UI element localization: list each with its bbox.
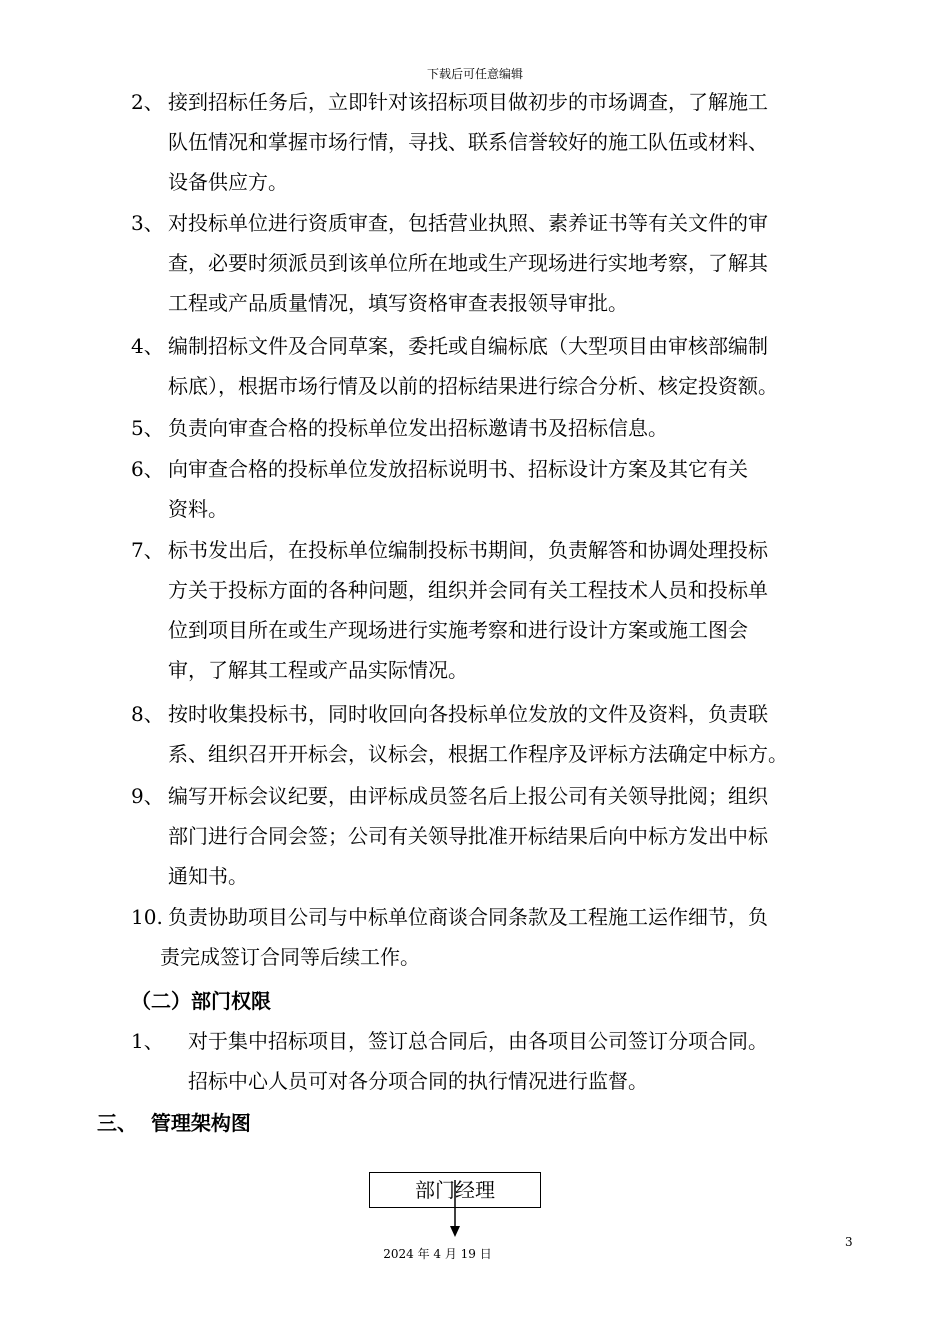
list-item-line: 队伍情况和掌握市场行情，寻找、联系信誉较好的施工队伍或材料、 — [168, 130, 768, 154]
list-item-line: 通知书。 — [168, 864, 248, 888]
list-item-line: 负责协助项目公司与中标单位商谈合同条款及工程施工运作细节，负 — [168, 905, 768, 929]
list-item-line: 方关于投标方面的各种问题，组织并会同有关工程技术人员和投标单 — [168, 578, 768, 602]
list-item-line: 招标中心人员可对各分项合同的执行情况进行监督。 — [188, 1069, 648, 1093]
list-item-line: 负责向审查合格的投标单位发出招标邀请书及招标信息。 — [168, 416, 668, 440]
list-item-number: 10. — [131, 905, 163, 929]
list-item-number: 8、 — [131, 702, 164, 726]
list-item-line: 编制招标文件及合同草案，委托或自编标底（大型项目由审核部编制 — [168, 334, 768, 358]
page-footer-date: 2024 年 4 月 19 日 — [383, 1247, 492, 1261]
list-item-number: 2、 — [131, 90, 164, 114]
list-item-line: 系、组织召开开标会，议标会，根据工作程序及评标方法确定中标方。 — [168, 742, 788, 766]
page-header: 下载后可任意编辑 — [426, 67, 523, 81]
list-item-number: 1、 — [131, 1029, 164, 1053]
list-item-number: 3、 — [131, 211, 164, 235]
org-chart-arrow — [449, 1180, 461, 1238]
list-item-number: 5、 — [131, 416, 164, 440]
list-item-line: 编写开标会议纪要，由评标成员签名后上报公司有关领导批阅；组织 — [168, 784, 768, 808]
list-item-line: 审，了解其工程或产品实际情况。 — [168, 658, 468, 682]
section-heading: 三、 管理架构图 — [97, 1111, 251, 1135]
list-item-line: 部门进行合同会签；公司有关领导批准开标结果后向中标方发出中标 — [168, 824, 768, 848]
list-item-line: 标底），根据市场行情及以前的招标结果进行综合分析、核定投资额。 — [168, 374, 778, 398]
list-item-line: 位到项目所在或生产现场进行实施考察和进行设计方案或施工图会 — [168, 618, 748, 642]
list-item-line: 设备供应方。 — [168, 170, 288, 194]
page-number: 3 — [845, 1235, 853, 1249]
list-item-line: 责完成签订合同等后续工作。 — [160, 945, 420, 969]
list-item-line: 资料。 — [168, 497, 228, 521]
list-item-line: 接到招标任务后，立即针对该招标项目做初步的市场调查，了解施工 — [168, 90, 768, 114]
list-item-number: 4、 — [131, 334, 164, 358]
list-item-number: 9、 — [131, 784, 164, 808]
list-item-number: 7、 — [131, 538, 164, 562]
section-subheading: （二）部门权限 — [131, 989, 271, 1013]
list-item-line: 向审查合格的投标单位发放招标说明书、招标设计方案及其它有关 — [168, 457, 748, 481]
list-item-line: 对于集中招标项目，签订总合同后，由各项目公司签订分项合同。 — [188, 1029, 768, 1053]
list-item-line: 标书发出后，在投标单位编制投标书期间，负责解答和协调处理投标 — [168, 538, 768, 562]
list-item-line: 工程或产品质量情况，填写资格审查表报领导审批。 — [168, 291, 628, 315]
list-item-number: 6、 — [131, 457, 164, 481]
list-item-line: 对投标单位进行资质审查，包括营业执照、素养证书等有关文件的审 — [168, 211, 768, 235]
list-item-line: 按时收集投标书，同时收回向各投标单位发放的文件及资料，负责联 — [168, 702, 768, 726]
org-chart-root-box: 部门经理 — [369, 1172, 541, 1208]
list-item-line: 查，必要时须派员到该单位所在地或生产现场进行实地考察，了解其 — [168, 251, 768, 275]
